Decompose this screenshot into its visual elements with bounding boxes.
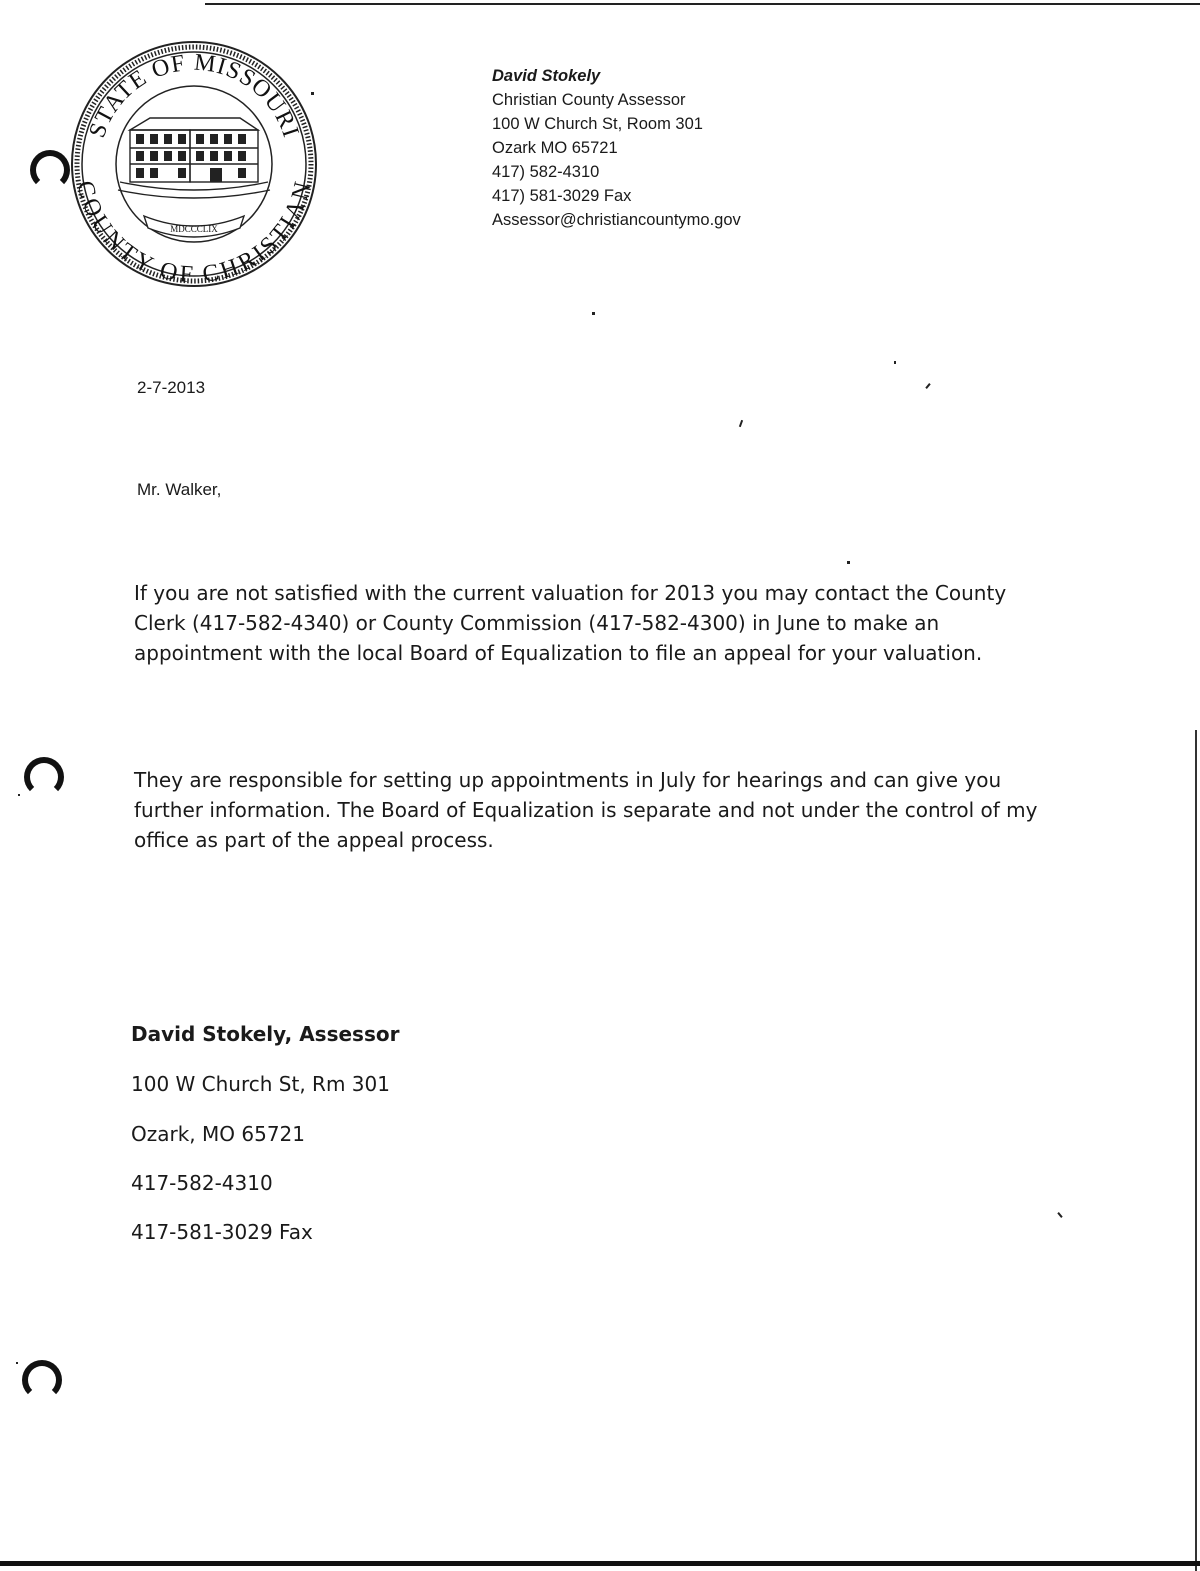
seal-ribbon-text: MDCCCLIX <box>170 224 218 234</box>
scan-edge-top <box>205 3 1200 5</box>
scan-speck <box>739 420 743 427</box>
letterhead-title: Christian County Assessor <box>492 91 686 109</box>
scan-speck <box>18 794 20 796</box>
letterhead <box>492 64 741 232</box>
letter-date: 2-7-2013 <box>137 378 206 397</box>
courthouse-icon <box>118 118 270 198</box>
signature-name: David Stokely, Assessor <box>131 1022 400 1046</box>
signature-fax: 417-581-3029 Fax <box>131 1220 313 1244</box>
punch-hole-icon <box>24 757 64 797</box>
scan-edge-bottom <box>0 1561 1200 1566</box>
letterhead-city: Ozark MO 65721 <box>492 139 618 157</box>
scan-speck <box>16 1362 18 1364</box>
punch-hole-icon <box>30 150 70 190</box>
scan-speck <box>847 561 850 564</box>
scan-speck <box>894 361 896 364</box>
signature-phone: 417-582-4310 <box>131 1171 273 1195</box>
signature-address: 100 W Church St, Rm 301 <box>131 1072 390 1096</box>
letterhead-name: David Stokely <box>492 67 601 85</box>
scan-speck <box>1057 1212 1062 1218</box>
seal-bottom-text: COUNTY OF CHRISTIAN <box>71 178 317 288</box>
scan-edge-right <box>1195 730 1197 1571</box>
county-seal-icon <box>70 40 318 288</box>
punch-hole-icon <box>22 1360 62 1400</box>
seal-top-text: STATE OF MISSOURI <box>84 49 304 142</box>
scan-speck <box>592 312 595 315</box>
scan-speck <box>311 92 314 95</box>
letterhead-email: Assessor@christiancountymo.gov <box>492 211 741 229</box>
body-paragraph-1: If you are not satisfied with the current valuation for 2013 you may contact the County Clerk (417-582-4340) or County Commission (417-582-4300) in June to make an appointment with the local Board of Equalization to file an appeal for your valuation. <box>134 581 1007 665</box>
salutation: Mr. Walker, <box>137 480 222 499</box>
letterhead-phone: 417) 582-4310 <box>492 163 600 181</box>
letterhead-address: 100 W Church St, Room 301 <box>492 115 703 133</box>
scan-speck <box>925 383 930 389</box>
body-paragraph-2: They are responsible for setting up appointments in July for hearings and can give you further information. The Board of Equalization is separate and not under the control of my office as part of the appeal process. <box>134 768 1038 852</box>
letterhead-fax: 417) 581-3029 Fax <box>492 187 632 205</box>
signature-city: Ozark, MO 65721 <box>131 1122 305 1146</box>
